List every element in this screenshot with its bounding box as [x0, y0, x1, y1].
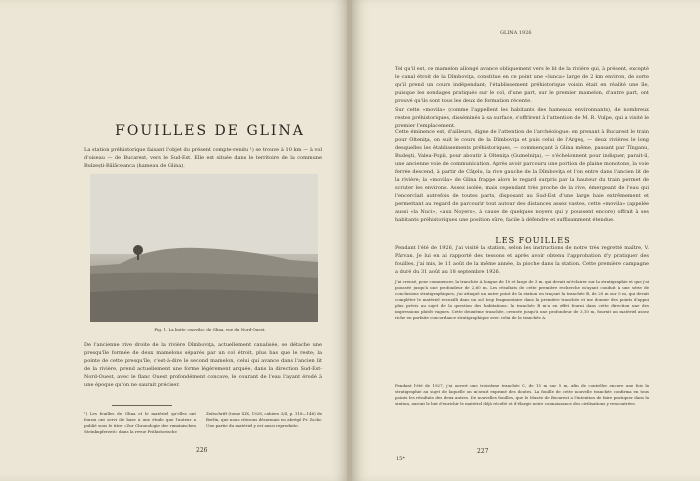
figure-caption: Fig. 1. La butte «movila» de Glina, vue du Nord-Ouest. — [154, 327, 266, 332]
right-paragraph-3: Cette éminence est, d'ailleurs, digne de l'attention de l'archéologue: en prenant à Bucarest le train pour Olteniţa, on suit le cours de la Dîmboviţa et puis celui de l'Argeş, — deux rivières le long desquelles les établissements préhistoriques, — commençant à Glina même, passant par Tînganu, Budeşti, Valea-Popii, pour aboutir à Olteniţa (Gumelniţa), — s'échelonnent pour indiquer, parait-il, une ancienne voie de communication. Après avoir parcouru une portion de plaine monotone, la voie ferrée descend, à partir de Căţelu, la rive gauche de la Dîmboviţa et l'on entre dans l'ancien lit de la rivière; la «movila» de Glina frappe alors le regard surpris par la hauteur du train permet de scruter les environs. Assez isolée, mais cependant très proche de la rive, émergeant de l'eau qui l'encerclait autrefois de toutes parts, disposant au Sud-Est d'une large baie extrêmement et permettant au regard de parcourir tout autour des distances assez vastes, cette «movila» (appelée aussi «la Nuci», «aux Noyers», à cause de quelques noyers qui y poussent encore) offrait à ses habitants préhistoriques une position sûre, facile à défendre et suffisamment étendue. — [395, 129, 649, 223]
footnote-2: Zeitschrift (tome XIX, 1928, cahiers 3/4, p. 118—146) de Berlin, que nous citerons désormais en abrégé Pr. Zschr. Une partie du matériel y est aussi reproduite. — [206, 411, 322, 428]
right-small-paragraph-2: Pendant l'été de 1927, j'ai ouvert une troisième tranchée C, de 15 m sur 5 m, afin de contrôler encore une fois la stratigraphie au sujet de laquelle on m'avait exprimé des doutes. La fouille de cette nouvelle tranchée confirma en tous points les résultats des deux autres. De nouvelles fouilles, que le Musée de Bucarest a l'intention de faire pratiquer dans la station, auront le but d'enrichir le matériel déjà récolté et d'élargir notre connaissance des civilisations y rencontrées. — [395, 383, 649, 406]
intro-paragraph: La station préhistorique faisant l'objet du présent compte-rendu ¹) se trouve à 10 km — à vol d'oiseau — de Bucarest, vers le Sud-Est. Elle est située dans le territoire de la commune Bulzeṣti-Bălăceanca (hameau de Glina). — [84, 147, 322, 169]
page-number-right: 227 — [477, 448, 489, 455]
excavation-photo — [90, 174, 318, 322]
footnote-1: ¹) Les fouilles de Glina et le matériel qu'elles ont fourni ont servi de base à une étude que l'auteur a publié sous le titre «Zur Chronologie der rumänischen Steinkupferzeit» dans la revue Prähistorische — [84, 411, 196, 434]
right-paragraph-4: Pendant l'été de 1926, j'ai visité la station, selon les instructions de notre très regretté maître, V. Pârvan. Je lui en ai rapporté des tessons et après avoir obtenu l'approbation d'y pratiquer des fouilles, j'ai mis, le 11 août de la même année, la pioche dans la station. Cette première campagne a duré du 31 août au 18 septembre 1926. — [395, 245, 649, 275]
mound-landscape-image — [90, 174, 318, 322]
left-page — [0, 0, 348, 481]
page-number-left: 226 — [196, 447, 208, 454]
footnote-rule — [112, 405, 172, 406]
article-title: FOUILLES DE GLINA — [115, 123, 305, 139]
right-small-paragraph-1: J'ai creusé, pour commencer, la tranchée A longue de 10 et large de 3 m, qui devait m'éclairer sur la stratigraphie et que j'ai poussée jusqu'à une profondeur de 2,60 m. Les résultats de cette première recherche m'ayant conduit à une série de conclusions stratigraphiques, j'ai attaqué un autre point de la station en traçant la tranchée B, de 20 m sur 5 m, qui devait compléter le matériel recueilli dans un sol trop fragmentaire dans la première tranchée et me donner des points d'appui plus précis au sujet de la question des habitations: la tranchée B m'a en effet fourni dans cette direction une des impressions plutôt vagues. Cette deuxième tranchée, creusée jusqu'à une profondeur de 3,10 m, fournit un matériel assez riche en parfaite concordance stratigraphique avec celui de la tranchée A. — [395, 279, 649, 320]
running-head: GLINA 1926 — [500, 30, 532, 36]
body-paragraph: De l'ancienne rive droite de la rivière Dîmboviţa, actuellement canalisée, se détache une presqu'île formée de deux mamelons séparés par un col étroit, plus bas que le reste; la pointe de cette presqu'île, c'est-à-dire le second mamelon, celui qui avance dans l'ancien lit de la rivière, prend actuellement une forme légèrement arquée, dans la direction Sud-Est-Nord-Ouest, avec le flanc Ouest profondément concave, le courant de l'eau l'ayant érodé à une époque qu'on ne saurait préciser. — [84, 342, 322, 388]
signature-mark: 15* — [396, 456, 405, 462]
right-paragraph-2: Sur cette «movila» (comme l'appellent les habitants des hameaux environnants), de nombreux restes préhistoriques, disséminés à sa surface, s'offrirent à l'attention de M. R. Vulpe, qui a visité le premier l'emplacement. — [395, 107, 649, 129]
right-paragraph-1: Tel qu'il est, ce mamelon allongé avance obliquement vers le lit de la rivière qui, à présent, excepté le canal étroit de la Dîmboviţa, constitue en ce point une «lunca» large de 2 km environ, de sorte qu'il prend un cours indépendant; l'établissement préhistorique voisin était en réalité une île, puisque les sondages pratiqués sur le col, d'une part, sur le premier mamelon, d'autre part, ont prouvé qu'ils sont tous les deux de formation récente. — [395, 66, 649, 104]
section-heading: LES FOUILLES — [495, 236, 571, 245]
